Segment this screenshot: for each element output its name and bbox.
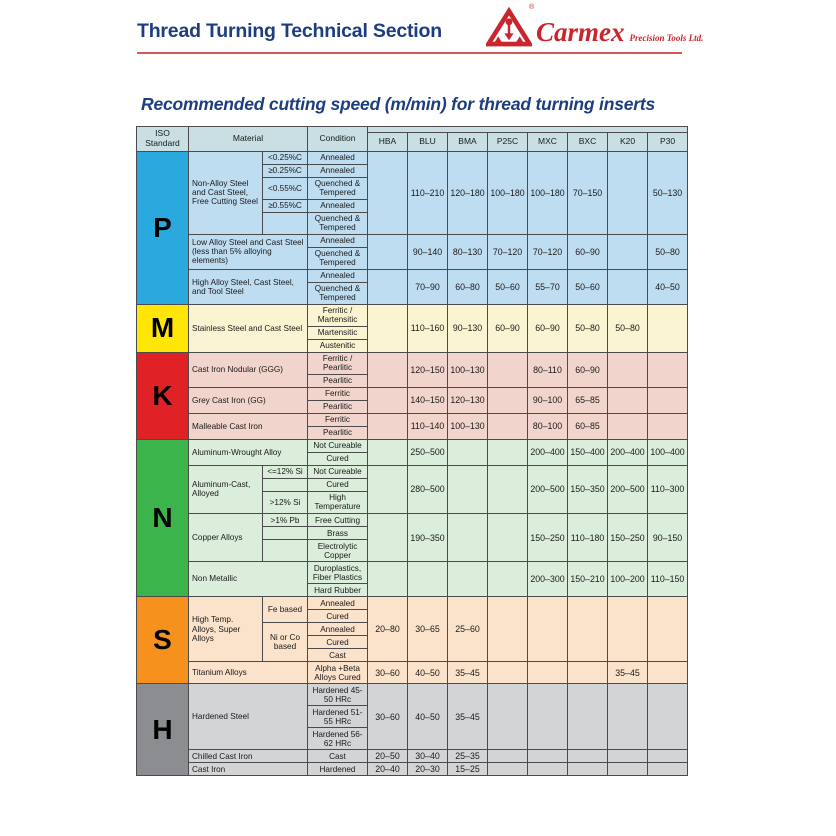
condition-cell: Cured (308, 610, 368, 623)
speed-cell-BMA: 120–130 (448, 387, 488, 413)
speed-cell-K20 (608, 234, 648, 269)
condition-cell: Pearlitic (308, 426, 368, 439)
speed-cell-P25C: 70–120 (488, 234, 528, 269)
spec-cell (263, 527, 308, 540)
speed-cell-MXC: 100–180 (528, 151, 568, 234)
material-cell: Aluminum-Wrought Alloy (189, 439, 308, 465)
iso-letter-M: M (137, 304, 189, 352)
condition-cell: Annealed (308, 597, 368, 610)
speed-cell-P25C: 50–60 (488, 269, 528, 304)
condition-cell: Ferritic / Pearlitic (308, 352, 368, 374)
grade-header-BXC: BXC (568, 133, 608, 151)
speed-cell-HBA (368, 304, 408, 352)
speed-cell-BXC: 65–85 (568, 387, 608, 413)
speed-cell-K20: 35–45 (608, 662, 648, 684)
speed-cell-HBA (368, 439, 408, 465)
speed-cell-BLU: 110–210 (408, 151, 448, 234)
cutting-speed-table (136, 126, 688, 776)
condition-cell: Alpha +Beta Alloys Cured (308, 662, 368, 684)
condition-cell: Annealed (308, 623, 368, 636)
material-cell: Cast Iron (189, 763, 308, 776)
speed-cell-HBA (368, 151, 408, 234)
speed-cell-BMA: 15–25 (448, 763, 488, 776)
speed-cell-MXC: 150–250 (528, 514, 568, 562)
speed-cell-P25C (488, 562, 528, 597)
speed-cell-BLU: 250–500 (408, 439, 448, 465)
spec-cell: >12% Si (263, 491, 308, 513)
speed-cell-P30: 50–80 (648, 234, 688, 269)
material-cell: Stainless Steel and Cast Steel (189, 304, 308, 352)
speed-cell-K20 (608, 763, 648, 776)
condition-cell: Hardened 51-55 HRc (308, 706, 368, 728)
speed-cell-BMA: 120–180 (448, 151, 488, 234)
speed-cell-HBA: 20–50 (368, 750, 408, 763)
speed-cell-P25C (488, 387, 528, 413)
speed-cell-P30 (648, 662, 688, 684)
speed-cell-P30 (648, 413, 688, 439)
speed-cell-P30: 40–50 (648, 269, 688, 304)
iso-letter-H: H (137, 684, 189, 776)
speed-cell-BLU: 120–150 (408, 352, 448, 387)
speed-cell-BXC: 70–150 (568, 151, 608, 234)
speed-cell-K20 (608, 151, 648, 234)
speed-cell-HBA: 20–80 (368, 597, 408, 662)
speed-cell-MXC: 70–120 (528, 234, 568, 269)
speed-cell-K20: 50–80 (608, 304, 648, 352)
speed-cell-HBA (368, 234, 408, 269)
iso-letter-K: K (137, 352, 189, 439)
grade-header-P30: P30 (648, 133, 688, 151)
speed-cell-BLU: 30–65 (408, 597, 448, 662)
speed-cell-BMA (448, 514, 488, 562)
speed-cell-K20: 100–200 (608, 562, 648, 597)
speed-cell-BLU: 110–140 (408, 413, 448, 439)
speed-cell-BMA: 80–130 (448, 234, 488, 269)
speed-cell-BLU: 110–160 (408, 304, 448, 352)
speed-cell-MXC: 200–400 (528, 439, 568, 465)
speed-cell-P30: 90–150 (648, 514, 688, 562)
condition-cell: Annealed (308, 164, 368, 177)
speed-cell-MXC: 60–90 (528, 304, 568, 352)
speed-cell-MXC: 200–300 (528, 562, 568, 597)
condition-cell: Quenched & Tempered (308, 177, 368, 199)
speed-cell-BMA: 25–35 (448, 750, 488, 763)
speed-cell-BMA (448, 562, 488, 597)
speed-cell-HBA (368, 269, 408, 304)
condition-cell: Quenched & Tempered (308, 212, 368, 234)
condition-cell: Cast (308, 750, 368, 763)
condition-cell: Not Cureable (308, 439, 368, 452)
speed-cell-BXC: 50–80 (568, 304, 608, 352)
brand-text (536, 19, 703, 46)
speed-cell-MXC (528, 750, 568, 763)
speed-table-body (137, 151, 688, 776)
spec-cell (263, 212, 308, 234)
speed-cell-BMA: 35–45 (448, 684, 488, 750)
condition-cell: Austenitic (308, 339, 368, 352)
condition-cell: Free Cutting (308, 514, 368, 527)
condition-cell: High Temperature (308, 491, 368, 513)
speed-cell-HBA (368, 352, 408, 387)
spec-cell: Ni or Co based (263, 623, 308, 662)
iso-letter-N: N (137, 439, 189, 596)
speed-cell-MXC: 80–110 (528, 352, 568, 387)
grade-header-BMA: BMA (448, 133, 488, 151)
speed-cell-MXC (528, 763, 568, 776)
speed-cell-P25C (488, 750, 528, 763)
speed-cell-BLU: 90–140 (408, 234, 448, 269)
condition-cell: Cured (308, 478, 368, 491)
speed-cell-BMA (448, 465, 488, 513)
brand-name: Carmex (536, 17, 625, 47)
speed-cell-BMA: 25–60 (448, 597, 488, 662)
speed-cell-P30 (648, 597, 688, 662)
speed-cell-BMA: 35–45 (448, 662, 488, 684)
col-header-material: Material (189, 127, 308, 152)
condition-cell: Pearlitic (308, 374, 368, 387)
condition-cell: Annealed (308, 269, 368, 282)
speed-cell-P30 (648, 304, 688, 352)
speed-cell-K20 (608, 352, 648, 387)
speed-cell-HBA (368, 465, 408, 513)
speed-cell-BXC: 150–400 (568, 439, 608, 465)
speed-cell-P25C: 60–90 (488, 304, 528, 352)
grade-header-P25C: P25C (488, 133, 528, 151)
speed-cell-P30: 100–400 (648, 439, 688, 465)
condition-cell: Martensitic (308, 326, 368, 339)
speed-cell-BXC: 60–90 (568, 234, 608, 269)
speed-cell-BLU: 30–40 (408, 750, 448, 763)
speed-cell-BMA: 100–130 (448, 352, 488, 387)
spec-cell: <0.25%C (263, 151, 308, 164)
speed-cell-P25C: 100–180 (488, 151, 528, 234)
speed-cell-BXC: 150–210 (568, 562, 608, 597)
speed-cell-BLU: 20–30 (408, 763, 448, 776)
speed-cell-HBA: 30–60 (368, 684, 408, 750)
carmex-triangle-icon (486, 7, 532, 49)
grade-header-HBA: HBA (368, 133, 408, 151)
spec-cell (263, 540, 308, 562)
speed-cell-BLU: 40–50 (408, 684, 448, 750)
grade-header-MXC: MXC (528, 133, 568, 151)
material-cell: Malleable Cast Iron (189, 413, 308, 439)
speed-cell-P25C (488, 352, 528, 387)
speed-cell-P25C (488, 597, 528, 662)
carmex-logo (486, 7, 703, 49)
speed-cell-MXC (528, 597, 568, 662)
speed-cell-K20: 150–250 (608, 514, 648, 562)
speed-cell-BLU: 280–500 (408, 465, 448, 513)
speed-cell-P30: 110–150 (648, 562, 688, 597)
speed-cell-P25C (488, 514, 528, 562)
speed-cell-BLU: 140–150 (408, 387, 448, 413)
speed-cell-HBA (368, 387, 408, 413)
speed-cell-P30 (648, 763, 688, 776)
speed-cell-K20 (608, 413, 648, 439)
brand-tagline: Precision Tools Ltd. (629, 33, 704, 43)
material-cell: Low Alloy Steel and Cast Steel (less than 5% alloying elements) (189, 234, 308, 269)
speed-cell-HBA (368, 562, 408, 597)
material-cell: Aluminum-Cast, Alloyed (189, 465, 263, 513)
material-cell: High Temp. Alloys, Super Alloys (189, 597, 263, 662)
grade-header-BLU: BLU (408, 133, 448, 151)
speed-cell-BXC (568, 750, 608, 763)
speed-cell-BLU: 70–90 (408, 269, 448, 304)
condition-cell: Cast (308, 649, 368, 662)
condition-cell: Annealed (308, 199, 368, 212)
condition-cell: Ferritic (308, 387, 368, 400)
speed-cell-P30 (648, 750, 688, 763)
condition-cell: Hardened 56-62 HRc (308, 728, 368, 750)
speed-cell-BXC (568, 763, 608, 776)
speed-cell-MXC (528, 662, 568, 684)
col-header-iso: ISO Standard (137, 127, 189, 152)
speed-cell-BXC: 60–90 (568, 352, 608, 387)
iso-letter-P: P (137, 151, 189, 304)
condition-cell: Quenched & Tempered (308, 247, 368, 269)
speed-cell-BMA: 90–130 (448, 304, 488, 352)
condition-cell: Cured (308, 636, 368, 649)
speed-cell-P25C (488, 763, 528, 776)
condition-cell: Brass (308, 527, 368, 540)
speed-cell-BLU (408, 562, 448, 597)
speed-cell-K20 (608, 684, 648, 750)
header-divider (137, 52, 682, 54)
spec-cell: <=12% Si (263, 465, 308, 478)
material-cell: Chilled Cast Iron (189, 750, 308, 763)
speed-cell-K20: 200–400 (608, 439, 648, 465)
speed-cell-P25C (488, 413, 528, 439)
speed-cell-MXC: 200–500 (528, 465, 568, 513)
material-cell: Non-Alloy Steel and Cast Steel, Free Cutting Steel (189, 151, 263, 234)
condition-cell: Quenched & Tempered (308, 282, 368, 304)
material-cell: Grey Cast Iron (GG) (189, 387, 308, 413)
speed-cell-HBA (368, 514, 408, 562)
material-cell: Cast Iron Nodular (GGG) (189, 352, 308, 387)
spec-cell: ≥0.55%C (263, 199, 308, 212)
speed-cell-MXC: 55–70 (528, 269, 568, 304)
speed-cell-BXC: 110–180 (568, 514, 608, 562)
speed-cell-P30 (648, 387, 688, 413)
condition-cell: Electrolytic Copper (308, 540, 368, 562)
speed-cell-BMA: 60–80 (448, 269, 488, 304)
speed-cell-HBA: 30–60 (368, 662, 408, 684)
speed-cell-MXC: 80–100 (528, 413, 568, 439)
speed-cell-BXC (568, 597, 608, 662)
speed-cell-HBA: 20–40 (368, 763, 408, 776)
material-cell: Hardened Steel (189, 684, 308, 750)
speed-cell-K20 (608, 750, 648, 763)
speed-cell-HBA (368, 413, 408, 439)
material-cell: Titanium Alloys (189, 662, 308, 684)
speed-cell-P25C (488, 465, 528, 513)
spec-cell: Fe based (263, 597, 308, 623)
condition-cell: Annealed (308, 234, 368, 247)
speed-cell-BXC: 50–60 (568, 269, 608, 304)
speed-cell-BXC: 60–85 (568, 413, 608, 439)
speed-cell-BXC (568, 684, 608, 750)
speed-cell-BLU: 40–50 (408, 662, 448, 684)
condition-cell: Hardened (308, 763, 368, 776)
speed-cell-P25C (488, 662, 528, 684)
condition-cell: Ferritic / Martensitic (308, 304, 368, 326)
speed-cell-BMA (448, 439, 488, 465)
col-header-condition: Condition (308, 127, 368, 152)
speed-cell-P30: 50–130 (648, 151, 688, 234)
spec-cell: ≥0.25%C (263, 164, 308, 177)
material-cell: Non Metallic (189, 562, 308, 597)
speed-cell-P30: 110–300 (648, 465, 688, 513)
material-cell: High Alloy Steel, Cast Steel, and Tool Steel (189, 269, 308, 304)
speed-cell-K20: 200–500 (608, 465, 648, 513)
condition-cell: Annealed (308, 151, 368, 164)
page-title: Thread Turning Technical Section (137, 20, 442, 42)
speed-cell-BXC: 150–350 (568, 465, 608, 513)
condition-cell: Cured (308, 452, 368, 465)
spec-cell (263, 478, 308, 491)
grade-header-K20: K20 (608, 133, 648, 151)
condition-cell: Pearlitic (308, 400, 368, 413)
speed-cell-BMA: 100–130 (448, 413, 488, 439)
speed-cell-MXC (528, 684, 568, 750)
condition-cell: Duroplastics, Fiber Plastics (308, 562, 368, 584)
speed-cell-BXC (568, 662, 608, 684)
table-title: Recommended cutting speed (m/min) for thread turning inserts (141, 94, 656, 114)
iso-letter-S: S (137, 597, 189, 684)
speed-table-head (137, 127, 688, 152)
speed-cell-K20 (608, 597, 648, 662)
condition-cell: Hard Rubber (308, 584, 368, 597)
speed-cell-BLU: 190–350 (408, 514, 448, 562)
spec-cell: <0.55%C (263, 177, 308, 199)
condition-cell: Hardened 45-50 HRc (308, 684, 368, 706)
speed-cell-MXC: 90–100 (528, 387, 568, 413)
material-cell: Copper Alloys (189, 514, 263, 562)
speed-cell-P30 (648, 684, 688, 750)
condition-cell: Ferritic (308, 413, 368, 426)
registered-trademark-icon: ® (529, 4, 535, 11)
speed-cell-P25C (488, 684, 528, 750)
condition-cell: Not Cureable (308, 465, 368, 478)
speed-cell-P25C (488, 439, 528, 465)
spec-cell: >1% Pb (263, 514, 308, 527)
speed-cell-K20 (608, 387, 648, 413)
speed-cell-K20 (608, 269, 648, 304)
speed-cell-P30 (648, 352, 688, 387)
